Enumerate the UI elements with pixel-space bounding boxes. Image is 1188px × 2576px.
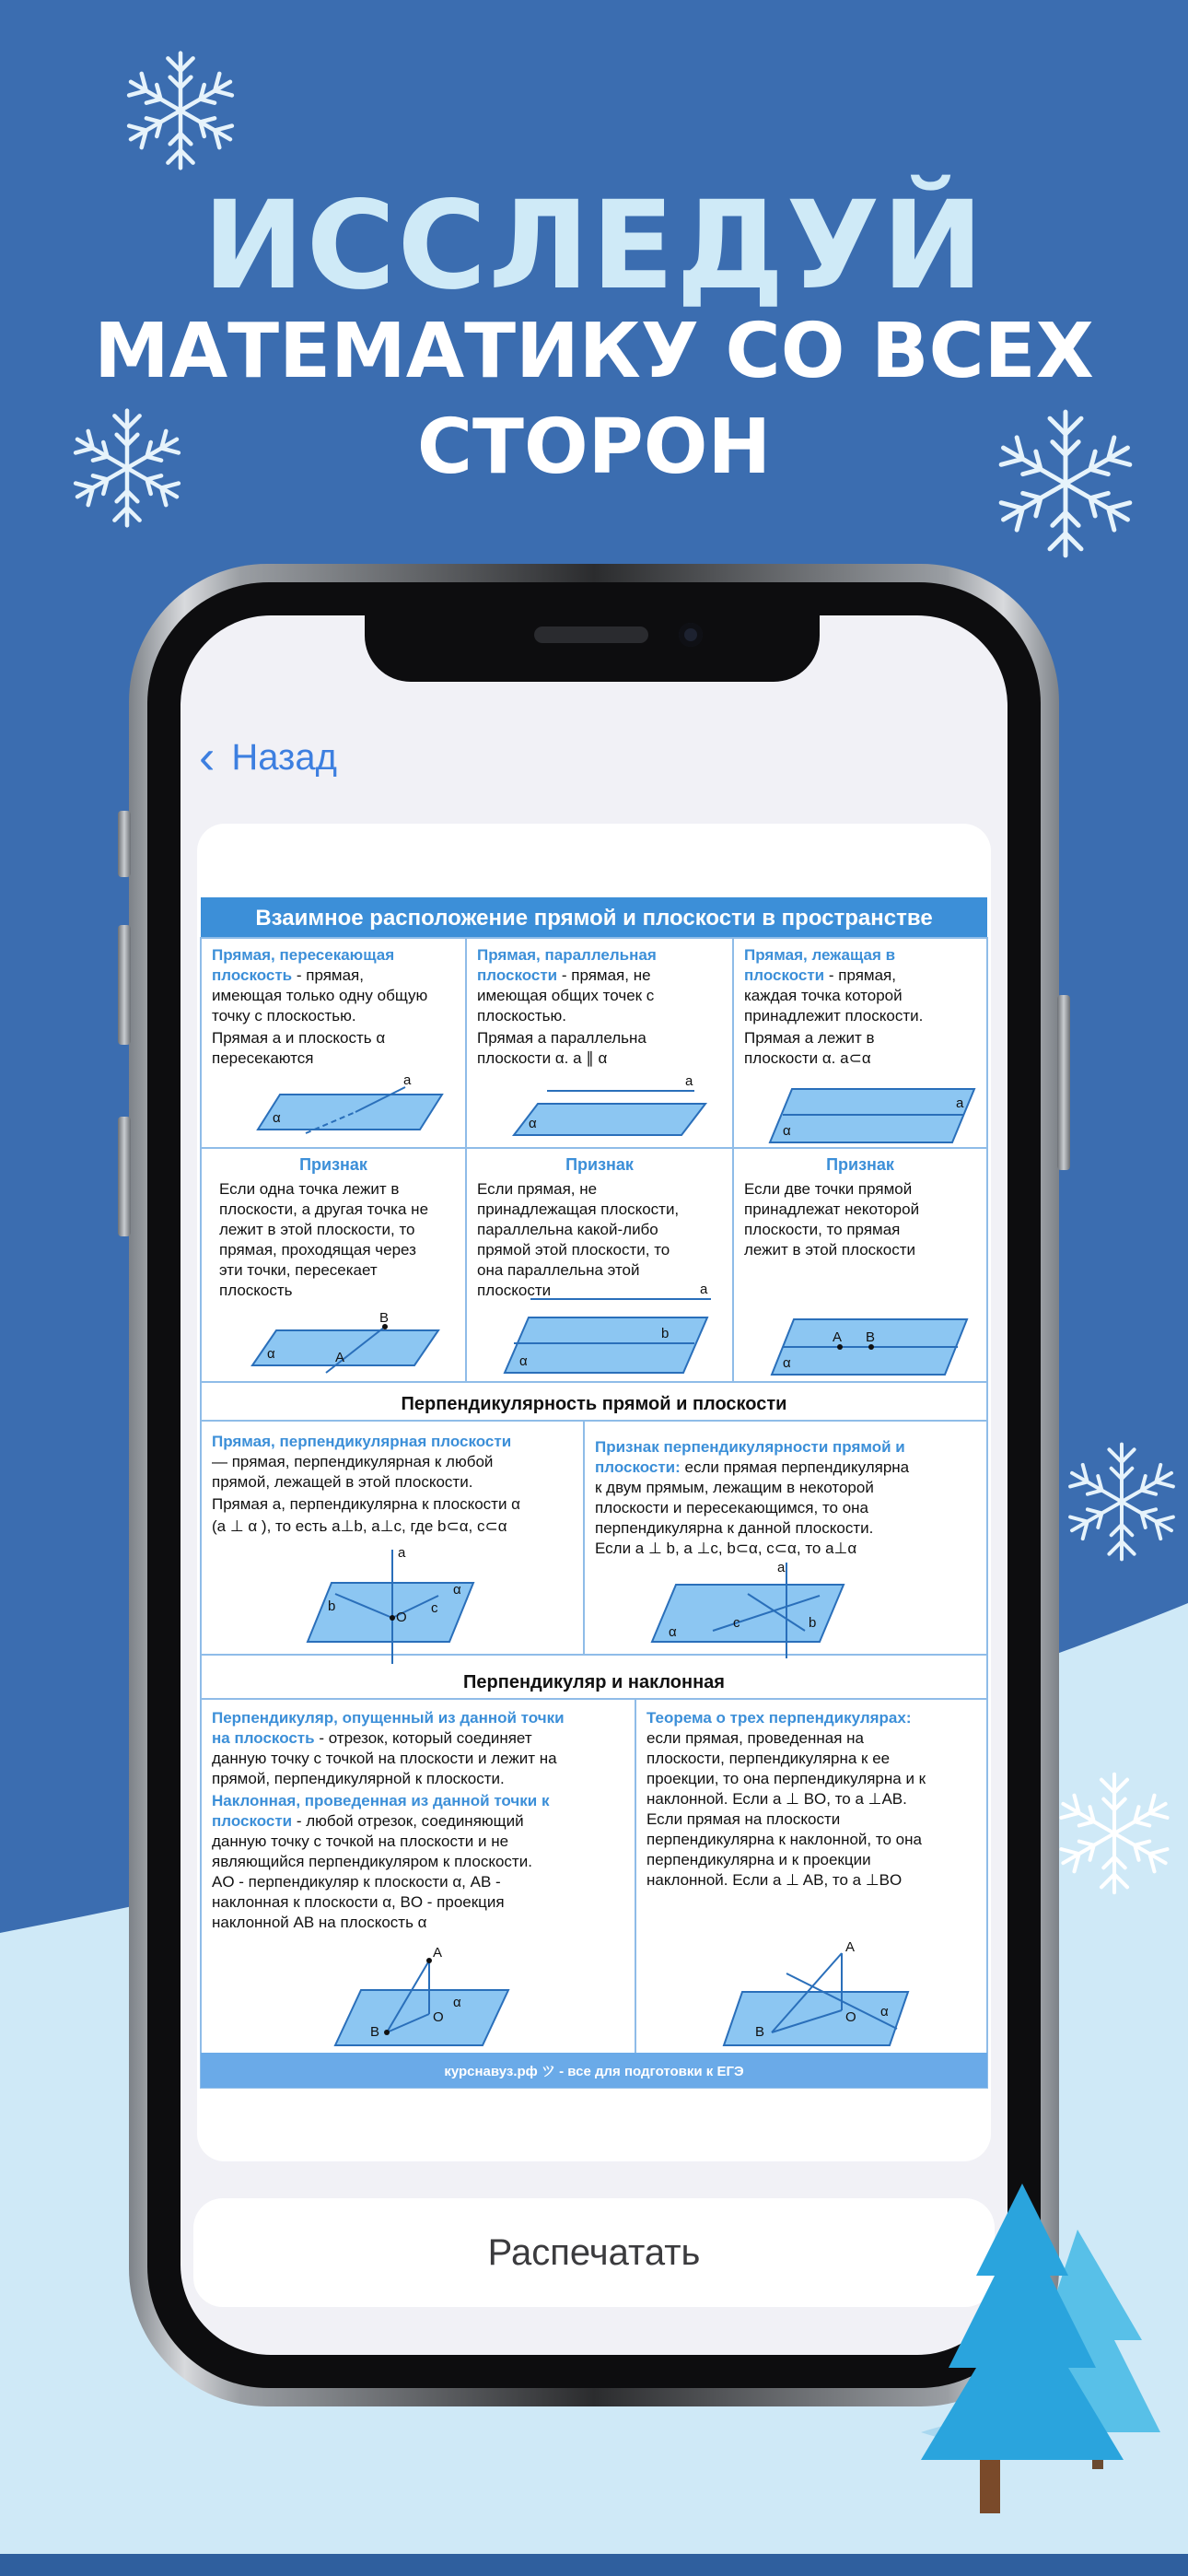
col1-sign-line: Если одна точка лежит в [219, 1180, 400, 1198]
svg-text:α: α [880, 2004, 889, 2020]
col2-line: Прямая a параллельна [477, 1029, 646, 1047]
col3-sign-line: Если две точки прямой [744, 1180, 913, 1198]
phone-notch [365, 615, 820, 682]
svg-text:B: B [379, 1310, 390, 1326]
chevron-left-icon: ‹ [199, 731, 215, 784]
perp-left-heading: Прямая, перпендикулярная плоскости [212, 1433, 512, 1450]
incl-right-line: плоскости, перпендикулярна к ее [646, 1750, 891, 1767]
svg-text:a: a [398, 1545, 406, 1561]
svg-text:α: α [453, 1995, 461, 2010]
col2-sign-line: прямой этой плоскости, то [477, 1241, 670, 1259]
incl-right-line: проекции, то она перпендикулярна и к [646, 1770, 926, 1787]
phone-speaker [534, 626, 648, 643]
col1-sign-line: плоскости, а другая точка не [219, 1200, 429, 1218]
col3-sign-line: плоскости, то прямая [744, 1221, 901, 1238]
incl-left-line: наклонная к плоскости α, BO - проекция [212, 1893, 505, 1911]
col3-heading: Прямая, лежащая в [744, 946, 896, 964]
incl-left-line: данную точку с точкой на плоскости и не [212, 1832, 509, 1850]
col2-sign-line: она параллельна этой [477, 1261, 640, 1279]
svg-text:α: α [453, 1582, 461, 1598]
svg-text:α: α [273, 1110, 281, 1126]
snowflake-icon [1059, 1419, 1184, 1585]
col3-line: каждая точка которой [744, 987, 903, 1004]
headline-line-3: СТОРОН [416, 404, 772, 491]
col1-line: Прямая a и плоскость α [212, 1029, 386, 1047]
snowflake-icon [64, 405, 190, 531]
perp-right-line: к двум прямым, лежащим в некоторой [595, 1479, 874, 1496]
col3-sign-line: лежит в этой плоскости [744, 1241, 916, 1259]
svg-text:a: a [700, 1282, 708, 1297]
svg-text:α: α [267, 1346, 275, 1362]
perp-right-line: перпендикулярна к данной плоскости. [595, 1519, 874, 1537]
col3-line: Прямая a лежит в [744, 1029, 875, 1047]
svg-text:O: O [845, 2009, 856, 2025]
svg-text:A: A [845, 1939, 856, 1955]
col2-sign-line: параллельна какой-либо [477, 1221, 658, 1238]
incl-left-line1: на плоскость - отрезок, который соединяет [212, 1729, 532, 1747]
phone-camera [679, 623, 703, 647]
svg-text:B: B [755, 2024, 765, 2040]
incl-right-line: перпендикулярна к наклонной, то она [646, 1831, 922, 1848]
svg-text:a: a [777, 1560, 786, 1575]
col1-sign-line: прямая, проходящая через [219, 1241, 416, 1259]
snowflake-icon [987, 405, 1144, 562]
svg-text:A: A [833, 1329, 843, 1345]
formula-sheet-image[interactable] [197, 894, 991, 2091]
perp-section-title: Перпендикулярность прямой и плоскости [401, 1394, 787, 1414]
incl-right-line: перпендикулярна и к проекции [646, 1851, 871, 1868]
svg-text:B: B [370, 2024, 380, 2040]
perp-right-line: Если a ⊥ b, a ⊥c, b⊂α, c⊂α, то a⊥α [595, 1540, 857, 1557]
perp-left-line: прямой, лежащей в этой плоскости. [212, 1473, 473, 1491]
incl-section-title: Перпендикуляр и наклонная [463, 1672, 725, 1692]
svg-text:α: α [519, 1353, 528, 1369]
incl-right-line: Если прямая на плоскости [646, 1810, 841, 1828]
perp-right-line: плоскости и пересекающимся, то она [595, 1499, 869, 1516]
snowflake-icon [118, 48, 243, 173]
col1-line: пересекаются [212, 1049, 314, 1067]
christmas-tree-icon [884, 2184, 1160, 2534]
col2-sign-line: принадлежащая плоскости, [477, 1200, 680, 1218]
sheet-title: Взаимное расположение прямой и плоскости в пространстве [255, 906, 933, 931]
headline-title: ИССЛЕДУЙ [203, 175, 985, 317]
col1-line: имеющая только одну общую [212, 987, 428, 1004]
incl-left-heading2: Наклонная, проведенная из данной точки к [212, 1792, 550, 1809]
svg-text:c: c [431, 1600, 438, 1616]
col1-sign-line: эти точки, пересекает [219, 1261, 378, 1279]
incl-right-line: если прямая, проведенная на [646, 1729, 864, 1747]
svg-text:b: b [661, 1326, 670, 1341]
svg-text:A: A [433, 1945, 443, 1961]
lying-diagram [770, 1089, 974, 1142]
incl-right-line: наклонной. Если a ⊥ BO, то a ⊥AB. [646, 1790, 907, 1808]
svg-text:b: b [809, 1615, 817, 1631]
incl-left-line: являющийся перпендикуляром к плоскости. [212, 1853, 532, 1870]
col1-sign-heading: Признак [299, 1155, 367, 1174]
col1-line1: плоскость - прямая, [212, 966, 364, 984]
col2-line: плоскостью. [477, 1007, 566, 1025]
svg-text:α: α [783, 1123, 791, 1139]
sheet-footer: курснавуз.рф ツ - все для подготовки к ЕГЭ [444, 2064, 744, 2079]
col1-heading: Прямая, пересекающая [212, 946, 395, 964]
incl-right-line: наклонной. Если a ⊥ AB, то a ⊥BO [646, 1871, 903, 1889]
col3-sign-heading: Признак [826, 1155, 894, 1174]
perp-left-line: — прямая, перпендикулярная к любой [212, 1453, 494, 1470]
col2-line: плоскости α. a ∥ α [477, 1049, 608, 1067]
col2-sign-heading: Признак [565, 1155, 634, 1174]
svg-text:a: a [403, 1072, 412, 1088]
col2-heading: Прямая, параллельная [477, 946, 657, 964]
incl-left-line: AO - перпендикуляр к плоскости α, AB - [212, 1873, 501, 1891]
incl-right-heading: Теорема о трех перпендикулярах: [646, 1709, 912, 1727]
svg-text:B: B [866, 1329, 876, 1345]
headline-line-2: МАТЕМАТИКУ СО ВСЕХ [94, 308, 1094, 395]
svg-text:A: A [335, 1350, 345, 1365]
snowflake-icon [1050, 1751, 1179, 1916]
back-button[interactable] [199, 730, 337, 785]
phone-mute-switch [118, 811, 131, 877]
col2-sign-line: Если прямая, не [477, 1180, 598, 1198]
back-button-label: Назад [231, 736, 337, 778]
lying-sign-diagram [772, 1319, 967, 1375]
incl-left-line: наклонной AB на плоскость α [212, 1914, 427, 1931]
perp-left-line: (a ⊥ α ), то есть a⊥b, a⊥c, где b⊂α, c⊂α [212, 1517, 507, 1535]
perp-left-line: Прямая a, перпендикулярна к плоскости α [212, 1495, 520, 1513]
svg-text:O: O [396, 1610, 407, 1625]
col2-line1: плоскости - прямая, не [477, 966, 651, 984]
col2-line: имеющая общих точек с [477, 987, 655, 1004]
col2-sign-line: плоскости [477, 1282, 552, 1299]
perp-right-heading: Признак перпендикулярности прямой и [595, 1438, 905, 1456]
phone-power-button [1057, 995, 1070, 1170]
svg-text:α: α [529, 1116, 537, 1131]
col1-sign-line: лежит в этой плоскости, то [219, 1221, 415, 1238]
incl-left-line: прямой, перпендикулярной к плоскости. [212, 1770, 505, 1787]
svg-text:α: α [669, 1624, 677, 1640]
perp-right-line1: плоскости: если прямая перпендикулярна [595, 1458, 910, 1476]
col3-line: принадлежит плоскости. [744, 1007, 924, 1025]
incl-left-line2: плоскости - любой отрезок, соединяющий [212, 1812, 524, 1830]
svg-text:O: O [433, 2009, 444, 2025]
formula-sheet [197, 894, 991, 2091]
incl-left-line: данную точку с точкой на плоскости и лежит на [212, 1750, 557, 1767]
col3-line1: плоскости - прямая, [744, 966, 896, 984]
col1-sign-line: плоскость [219, 1282, 293, 1299]
svg-text:a: a [956, 1095, 964, 1111]
svg-text:b: b [328, 1598, 336, 1614]
col3-line: плоскости α. a⊂α [744, 1049, 871, 1067]
print-button[interactable]: Распечатать [193, 2198, 995, 2307]
col1-line: точку с плоскостью. [212, 1007, 356, 1025]
col3-sign-line: принадлежат некоторой [744, 1200, 920, 1218]
svg-text:α: α [783, 1355, 791, 1371]
phone-volume-up [118, 925, 131, 1045]
svg-text:c: c [733, 1615, 740, 1631]
incl-left-heading1: Перпендикуляр, опущенный из данной точки [212, 1709, 565, 1727]
svg-text:a: a [685, 1073, 693, 1089]
phone-volume-down [118, 1117, 131, 1236]
